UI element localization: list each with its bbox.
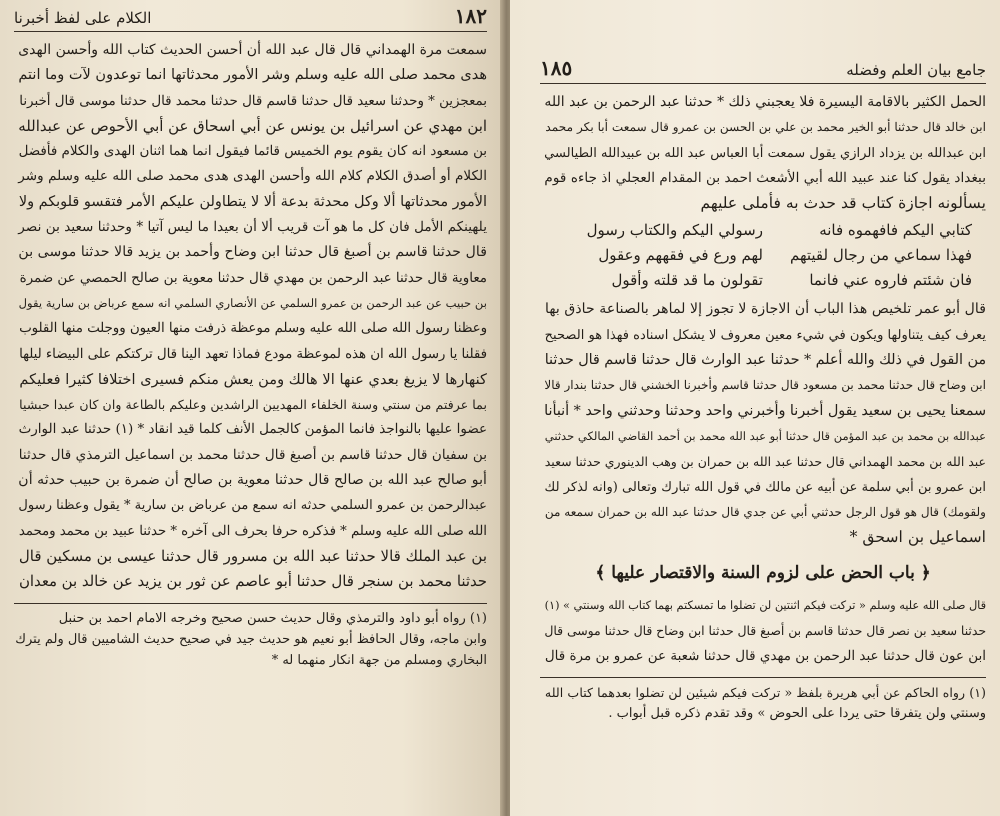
text-line: من القول في ذلك والله أعلم * حدثنا عبد الوارث قال حدثنا قاسم قال حدثنا	[544, 352, 986, 369]
verse-hemistich: كتابي اليكم فافهموه فانه	[819, 221, 972, 240]
text-line: بما عرفتم من سنتي وسنة الخلفاء المهديين الراشدين وعليكم بالطاعة وان كان عبدا حبشيا	[19, 397, 487, 413]
right-page-header-title: جامع بيان العلم وفضله	[846, 61, 986, 79]
text-line: ابن عون قال حدثنا عبد الرحمن بن مهدي قال حدثنا شعبة عن عمرو بن مرة قال	[544, 648, 986, 665]
left-page-number: ١٨٢	[454, 4, 487, 28]
right-running-head	[540, 56, 986, 84]
footnote-line: (١) رواه أبو داود والترمذي وقال حديث حسن صحيح وخرجه الامام احمد بن حنبل	[58, 610, 487, 626]
right-page-number: ١٨٥	[540, 56, 573, 80]
text-line: يعرف كيف يتناولها ويكون في شيء معين معروف لا يشكل اسناده فهذا هو الصحيح	[544, 327, 986, 343]
text-line: ابن عبدالله بن يزداد الرازي يقول سمعت أبا العباس عبد الله بن عبيدالله الطيالسي	[544, 145, 986, 161]
right-body-text-top	[540, 90, 986, 216]
text-line: بن عبد الملك قالا حدثنا عبد الله بن مسرور قال حدثنا عيسى بن مسكين قال	[18, 546, 487, 565]
text-line: قال حدثنا قاسم بن أصبغ قال حدثنا ابن وضاح وأحمد بن يزيد قالا حدثنا موسى بن	[18, 244, 487, 261]
verse-hemistich: فان شئتم فاروه عني فانما	[809, 271, 972, 290]
text-line: الكلام أو أصدق الكلام كلام الله وأحسن الهدى هدى محمد صلى الله عليه وسلم وشر	[18, 168, 487, 185]
verse-hemistich: لهم ورع في فقههم وعقول	[598, 246, 763, 265]
text-line: ابن مهدي عن اسرائيل بن يونس عن أبي اسحاق عن أبي الأحوص عن عبدالله	[18, 116, 487, 135]
text-line: ابن خالد قال حدثنا أبو الخير محمد بن علي بن الحسن بن عمرو قال سمعت أبا بكر محمد	[545, 120, 986, 135]
left-body-text	[14, 38, 487, 595]
text-line: ببغداد يقول كنا عند عبيد الله أبي الأشعث احمد بن المقدام العجلي اذ جاءه قوم	[544, 169, 986, 186]
text-line: بمعجزين * وحدثنا سعيد قال حدثنا قاسم قال حدثنا محمد قال حدثنا موسى قال أخبرنا	[19, 93, 487, 109]
text-line: سمعت مرة الهمداني قال قال عبد الله أن أحسن الحديث كتاب الله وأحسن الهدى	[18, 42, 487, 58]
text-line: أبو صالح عبد الله بن صالح قال حدثنا معوية بن صالح أن ضمرة بن حبيب حدثه أن	[18, 472, 487, 489]
verse-hemistich: فهذا سماعي من رجال لقيتهم	[789, 246, 972, 265]
text-line: الله صلى الله عليه وسلم * فذكره حرفا بحرف الى آخره * حدثنا عبيد بن محمد ومحمد	[18, 523, 487, 539]
verse-hemistich: تقولون ما قد قلته وأقول	[611, 271, 763, 290]
verse-hemistich: رسولي اليكم والكتاب رسول	[586, 221, 763, 240]
text-line: فقلنا يا رسول الله ان هذه لموعظة مودع فماذا تعهد الينا قال تركتكم على البيضاء ليلها	[19, 346, 487, 362]
text-line: بن سفيان قال حدثنا قاسم بن أصبغ قال حدثنا محمد بن اسماعيل الترمذي قال حدثنا	[18, 446, 487, 463]
text-line: اسماعيل بن اسحق *	[849, 528, 986, 547]
text-line: قال صلى الله عليه وسلم « تركت فيكم اثنتين لن تضلوا ما تمسكتم بهما كتاب الله وسنتي » (١)	[544, 599, 986, 613]
right-footnotes	[540, 682, 986, 724]
text-line: قال أبو عمر تلخيص هذا الباب أن الاجازة لا تجوز إلا لماهر بالصناعة حاذق بها	[545, 301, 986, 318]
chapter-title: ﴿ باب الحض على لزوم السنة والاقتصار عليها ﴾	[595, 563, 931, 584]
right-footnote-rule	[540, 677, 986, 678]
footnote-line: وابن ماجه، وقال الحافظ أبو نعيم هو حديث جيد في صحيح حديث الشاميين قال ولم يترك	[15, 631, 487, 647]
text-line: ابن وضاح قال حدثنا محمد بن مسعود قال حدثنا قاسم وأخبرنا الخشني قال حدثنا بندار قالا	[544, 378, 986, 393]
text-line: يسألونه اجازة كتاب قد حدث به فأملى عليهم	[700, 194, 986, 213]
text-line: الحمل الكثير بالاقامة اليسيرة فلا يعجبني ذلك * حدثنا عبد الرحمن بن عبد الله	[544, 94, 986, 110]
left-footnote-rule	[14, 603, 487, 604]
text-line: عبدالرحمن بن عمرو السلمي حدثه انه سمع من عرباض بن سارية * يقول وعظنا رسول	[18, 498, 487, 514]
text-line: عبد الله بن محمد الهمداني قال حدثنا عبد الله بن حمران بن وهب الدينوري حدثنا سعيد	[544, 454, 986, 470]
text-line: حدثنا سعيد بن نصر قال حدثنا قاسم بن أصبغ قال حدثنا ابن وضاح قال حدثنا موسى قال	[544, 623, 986, 638]
text-line: عبدالله بن محمد بن عبد المؤمن قال حدثنا أبو عبد الله محمد بن أحمد القاضي المالكي حدثني	[544, 428, 986, 443]
left-running-head	[14, 4, 487, 32]
text-line: عضوا عليها بالنواجذ فانما المؤمن كالجمل الأنف كلما قيد انقاد * (١) حدثنا عبد الوارث	[18, 422, 487, 438]
text-line: حدثنا محمد بن سنجر قال حدثنا أبو عاصم عن ثور بن يزيد عن خالد بن معدان	[18, 572, 487, 591]
poem-verse	[580, 218, 972, 293]
text-line: معاوية قال حدثنا عبد الرحمن بن مهدي قال حدثنا معوية بن صالح الحمصي عن ضمرة	[19, 270, 487, 286]
footnote-line: وسنتي ولن يتفرقا حتى يردا على الحوض » وقد تقدم ذكره قبل أبواب .	[608, 706, 986, 722]
right-body-text-bottom	[540, 593, 986, 669]
text-line: بن مسعود انه كان يقوم يوم الخميس قائما فيقول انما هما اثنان الهدى والكلام فأفضل	[18, 144, 487, 160]
right-body-text-middle	[540, 297, 986, 550]
text-line: الأمور محدثاتها ألا وكل محدثة بدعة ألا لا يتطاولن عليكم الأمر فتقسو قلوبكم ولا	[18, 193, 487, 210]
left-footnotes	[14, 608, 487, 671]
footnote-line: البخاري ومسلم من جهة انكار منهما له *	[271, 652, 487, 668]
text-line: وعظنا رسول الله صلى الله عليه وسلم موعظة ذرفت منها العيون ووجلت منها القلوب	[19, 321, 487, 337]
text-line: ابن عمرو بن أبي سلمة عن أبيه عن مالك في قول الله تبارك وتعالى (وانه لذكر لك	[544, 479, 986, 495]
right-page	[510, 0, 1000, 816]
text-line: كنهارها لا يزيغ بعدي عنها الا هالك ومن يعش منكم فسيرى اختلافا كثيرا فعليكم	[19, 370, 487, 388]
text-line: هدى محمد صلى الله عليه وسلم وشر الأمور محدثاتها انما توعدون لآت وما انتم	[18, 67, 487, 84]
text-line: ولقومك) قال هو قول الرجل حدثني أبي عن جدي قال حدثنا عبد الله بن حمران سمعه من	[544, 504, 986, 519]
footnote-line: (١) رواه الحاكم عن أبي هريرة بلفظ « تركت فيكم شيئين لن تضلوا بعدهما كتاب الله	[544, 685, 986, 701]
left-page-header-title: الكلام على لفظ أخبرنا	[14, 9, 152, 27]
text-line: يلهينكم الأمل فان كل ما هو آت قريب ألا أن بعيدا ما ليس آتيا * وحدثنا سعيد بن نصر	[18, 219, 487, 236]
text-line: سمعنا يحيى بن سعيد يقول أخبرنا وأخبرني واحد وحدثنا وحدثني واحد * أنبأنا	[544, 402, 986, 419]
text-line: بن حبيب عن عبد الرحمن بن عمرو السلمي عن الأنصاري السلمي انه سمع عرباض بن سارية يقول	[18, 295, 487, 310]
